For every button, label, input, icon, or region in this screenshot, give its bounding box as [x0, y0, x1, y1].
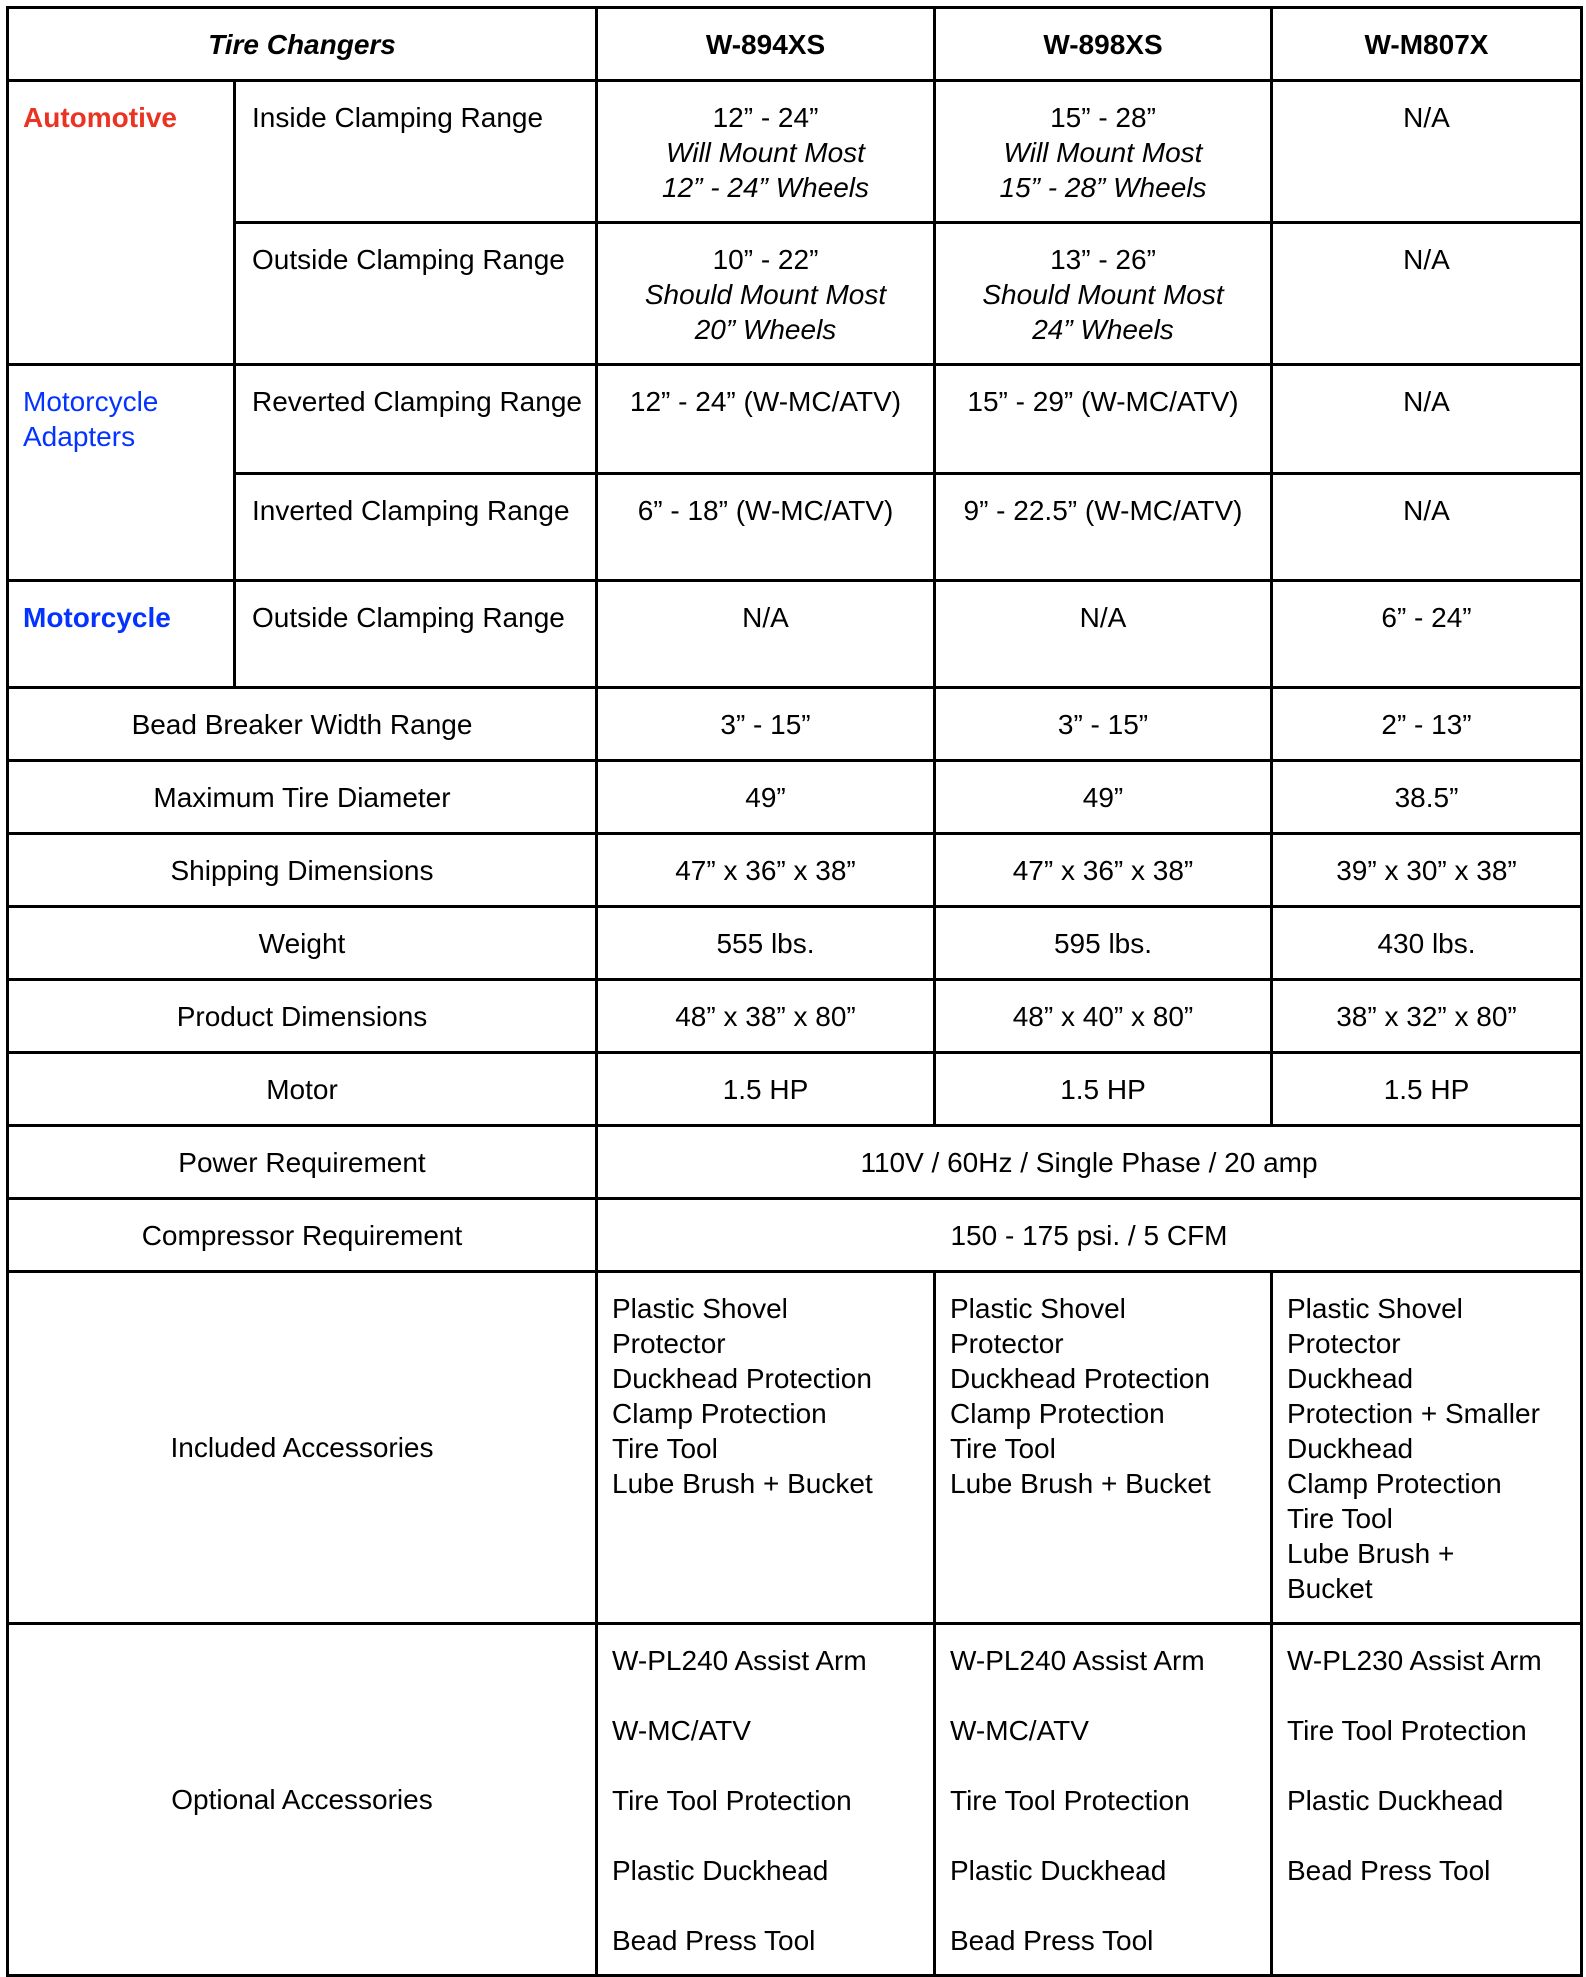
spec-value — [935, 581, 1272, 688]
accessory-item: Bucket — [1287, 1573, 1373, 1604]
accessory-item: Protector — [950, 1328, 1064, 1359]
table-row — [8, 581, 1582, 688]
value-main: 15” - 28” — [1050, 102, 1156, 133]
spec-value — [597, 474, 935, 581]
spec-value: 1.5 HP — [1272, 1053, 1582, 1126]
table-row — [8, 688, 1582, 761]
table-row — [8, 761, 1582, 834]
spec-value: 39” x 30” x 38” — [1272, 834, 1582, 907]
accessory-list — [597, 1272, 935, 1624]
spec-value — [1272, 81, 1582, 223]
value-main: N/A — [1403, 244, 1450, 275]
accessory-item: Bead Press Tool — [612, 1925, 816, 1956]
table-title: Tire Changers — [8, 8, 597, 81]
value-note: Should Mount Most — [982, 279, 1224, 310]
value-main: 10” - 22” — [712, 244, 819, 275]
spec-value: 48” x 38” x 80” — [597, 980, 935, 1053]
spec-value: 38” x 32” x 80” — [1272, 980, 1582, 1053]
accessory-item: Duckhead — [1287, 1363, 1414, 1394]
accessory-item: Lube Brush + Bucket — [950, 1468, 1211, 1499]
category-label: Automotive — [8, 81, 235, 365]
accessory-item: Duckhead Protection — [950, 1363, 1210, 1394]
accessory-list — [1272, 1272, 1582, 1624]
value-note: Should Mount Most — [644, 279, 887, 310]
spec-table — [6, 6, 1583, 1977]
accessory-item: Plastic Shovel — [1287, 1293, 1463, 1324]
value-note: 24” Wheels — [1032, 314, 1174, 345]
accessory-item: Duckhead Protection — [612, 1363, 872, 1394]
accessory-list — [935, 1624, 1272, 1976]
value-note: 20” Wheels — [694, 314, 837, 345]
accessory-item: Clamp Protection — [950, 1398, 1165, 1429]
table-row — [8, 365, 1582, 474]
spec-value — [597, 581, 935, 688]
accessory-item: Plastic Duckhead — [1287, 1785, 1504, 1816]
table-row — [8, 1053, 1582, 1126]
accessory-item: Protection + Smaller — [1287, 1398, 1540, 1429]
header-row — [8, 8, 1582, 81]
value-note: Will Mount Most — [1003, 137, 1203, 168]
accessory-list — [935, 1272, 1272, 1624]
accessory-item: Bead Press Tool — [950, 1925, 1154, 1956]
accessory-item: Bead Press Tool — [1287, 1855, 1491, 1886]
accessory-item: W-PL240 Assist Arm — [950, 1645, 1205, 1676]
spec-value — [1272, 581, 1582, 688]
spec-value — [597, 365, 935, 474]
spec-value: 47” x 36” x 38” — [597, 834, 935, 907]
accessory-item: W-PL230 Assist Arm — [1287, 1645, 1542, 1676]
table-row — [8, 474, 1582, 581]
accessory-item: Plastic Shovel — [950, 1293, 1126, 1324]
value-note: 12” - 24” Wheels — [662, 172, 869, 203]
accessory-item: W-MC/ATV — [612, 1715, 751, 1746]
accessory-item: Lube Brush + Bucket — [612, 1468, 873, 1499]
spec-label: Optional Accessories — [8, 1624, 597, 1976]
spec-value: 47” x 36” x 38” — [935, 834, 1272, 907]
spec-label: Outside Clamping Range — [235, 223, 597, 365]
accessory-item: Protector — [612, 1328, 726, 1359]
accessory-list — [597, 1624, 935, 1976]
spec-label: Power Requirement — [8, 1126, 597, 1199]
spec-value: 38.5” — [1272, 761, 1582, 834]
spec-label: Shipping Dimensions — [8, 834, 597, 907]
value-main: 12” - 24” (W-MC/ATV) — [629, 386, 902, 417]
spec-value — [1272, 223, 1582, 365]
accessory-item: W-PL240 Assist Arm — [612, 1645, 867, 1676]
accessory-item: Clamp Protection — [612, 1398, 827, 1429]
spec-value: 3” - 15” — [935, 688, 1272, 761]
value-main: N/A — [742, 602, 789, 633]
spec-value — [1272, 474, 1582, 581]
table-row — [8, 1624, 1582, 1976]
spec-label: Weight — [8, 907, 597, 980]
accessory-item: Duckhead — [1287, 1433, 1414, 1464]
accessory-item: Plastic Shovel — [612, 1293, 788, 1324]
spec-label: Inverted Clamping Range — [235, 474, 597, 581]
accessory-item: Protector — [1287, 1328, 1401, 1359]
spec-value — [935, 474, 1272, 581]
table-row — [8, 980, 1582, 1053]
table-row — [8, 81, 1582, 223]
table-row — [8, 223, 1582, 365]
spec-label: Bead Breaker Width Range — [8, 688, 597, 761]
spec-label: Motor — [8, 1053, 597, 1126]
table-row — [8, 1272, 1582, 1624]
value-main: 6” - 24” — [1381, 602, 1472, 633]
table-row — [8, 907, 1582, 980]
accessory-item: Lube Brush + — [1287, 1538, 1455, 1569]
spec-label: Included Accessories — [8, 1272, 597, 1624]
spec-value — [1272, 365, 1582, 474]
spec-value: 595 lbs. — [935, 907, 1272, 980]
value-main: 6” - 18” (W-MC/ATV) — [637, 495, 894, 526]
spec-value: 3” - 15” — [597, 688, 935, 761]
accessory-item: Tire Tool Protection — [950, 1785, 1190, 1816]
spec-label: Reverted Clamping Range — [235, 365, 597, 474]
accessory-item: Plastic Duckhead — [612, 1855, 829, 1886]
spec-value — [935, 81, 1272, 223]
accessory-list — [1272, 1624, 1582, 1976]
spec-value: 1.5 HP — [597, 1053, 935, 1126]
spec-value — [597, 81, 935, 223]
category-label: Motorcycle — [8, 581, 235, 688]
model-header: W-M807X — [1272, 8, 1582, 81]
spec-value: 49” — [935, 761, 1272, 834]
accessory-item: Tire Tool — [612, 1433, 718, 1464]
accessory-item: Plastic Duckhead — [950, 1855, 1167, 1886]
value-main: 12” - 24” — [712, 102, 819, 133]
model-header: W-898XS — [935, 8, 1272, 81]
spec-value: 110V / 60Hz / Single Phase / 20 amp — [597, 1126, 1582, 1199]
accessory-item: Tire Tool Protection — [612, 1785, 852, 1816]
value-main: N/A — [1403, 102, 1450, 133]
spec-value: 555 lbs. — [597, 907, 935, 980]
accessory-item: Clamp Protection — [1287, 1468, 1502, 1499]
accessory-item: W-MC/ATV — [950, 1715, 1089, 1746]
spec-label: Compressor Requirement — [8, 1199, 597, 1272]
spec-label: Outside Clamping Range — [235, 581, 597, 688]
spec-value: 430 lbs. — [1272, 907, 1582, 980]
spec-value: 48” x 40” x 80” — [935, 980, 1272, 1053]
spec-value — [597, 223, 935, 365]
table-row — [8, 834, 1582, 907]
table-row — [8, 1199, 1582, 1272]
value-note: Will Mount Most — [666, 137, 865, 168]
value-main: 13” - 26” — [1050, 244, 1156, 275]
model-header: W-894XS — [597, 8, 935, 81]
spec-value: 49” — [597, 761, 935, 834]
spec-value — [935, 223, 1272, 365]
category-label: Motorcycle Adapters — [8, 365, 235, 581]
spec-value: 150 - 175 psi. / 5 CFM — [597, 1199, 1582, 1272]
spec-label: Inside Clamping Range — [235, 81, 597, 223]
spec-value — [935, 365, 1272, 474]
spec-label: Product Dimensions — [8, 980, 597, 1053]
spec-value: 2” - 13” — [1272, 688, 1582, 761]
value-main: N/A — [1403, 386, 1450, 417]
table-row — [8, 1126, 1582, 1199]
value-main: 9” - 22.5” (W-MC/ATV) — [963, 495, 1243, 526]
spec-value: 1.5 HP — [935, 1053, 1272, 1126]
value-note: 15” - 28” Wheels — [999, 172, 1207, 203]
value-main: N/A — [1079, 602, 1127, 633]
spec-label: Maximum Tire Diameter — [8, 761, 597, 834]
accessory-item: Tire Tool — [1287, 1503, 1393, 1534]
accessory-item: Tire Tool Protection — [1287, 1715, 1527, 1746]
value-main: 15” - 29” (W-MC/ATV) — [967, 386, 1239, 417]
accessory-item: Tire Tool — [950, 1433, 1056, 1464]
value-main: N/A — [1403, 495, 1450, 526]
